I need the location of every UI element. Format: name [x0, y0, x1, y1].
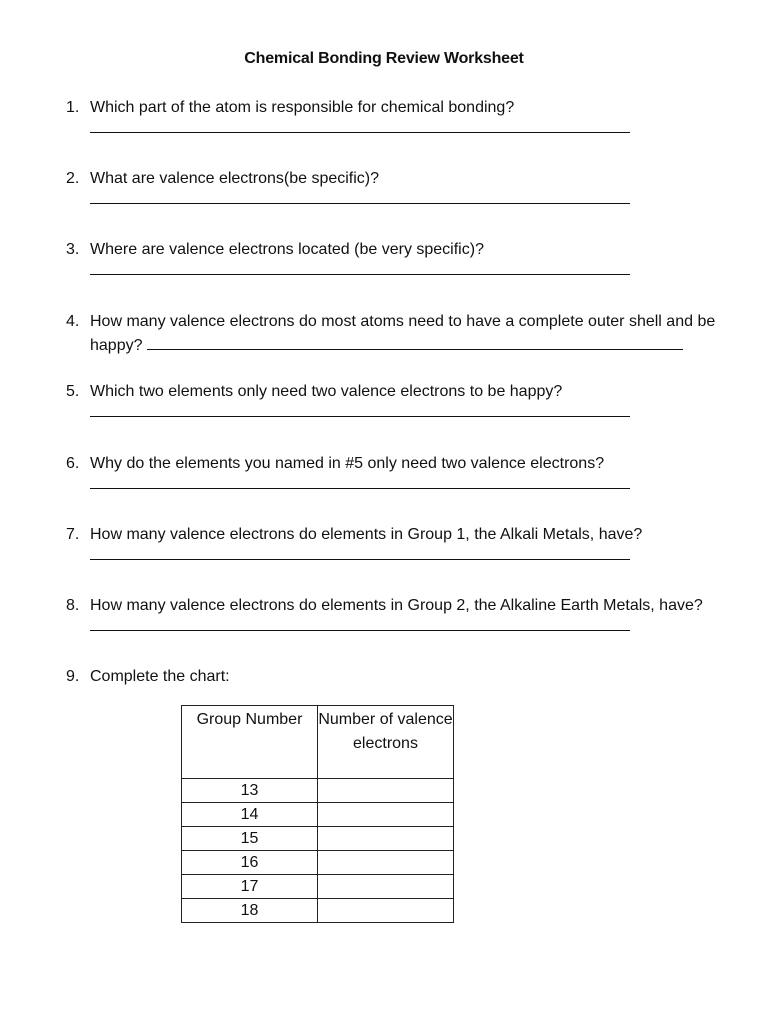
question-text-body: How many valence electrons do most atoms need to have a complete outer shell and be happy? [90, 313, 716, 354]
question-text: Why do the elements you named in #5 only need two valence electrons? [90, 455, 605, 472]
table-row [182, 803, 454, 827]
answer-line[interactable] [90, 488, 630, 489]
valence-electrons-chart [181, 705, 454, 923]
question-number: 4. [66, 313, 80, 330]
header-valence-electrons: Number of valence electrons [318, 706, 454, 779]
question-5 [66, 380, 736, 417]
question-text: Where are valence electrons located (be very specific)? [90, 241, 484, 258]
answer-cell[interactable] [318, 779, 454, 803]
question-text: Complete the chart: [90, 668, 230, 685]
table-row [182, 899, 454, 923]
question-text: Which part of the atom is responsible for chemical bonding? [90, 99, 515, 116]
answer-line[interactable] [90, 274, 630, 275]
answer-line[interactable] [90, 203, 630, 204]
answer-cell[interactable] [318, 899, 454, 923]
question-text: Which two elements only need two valence electrons to be happy? [90, 383, 563, 400]
group-cell: 14 [182, 803, 318, 827]
answer-line[interactable] [90, 132, 630, 133]
answer-line[interactable] [90, 559, 630, 560]
question-8 [66, 594, 736, 631]
question-number: 1. [66, 99, 80, 116]
answer-line[interactable] [90, 416, 630, 417]
question-text: How many valence electrons do elements in Group 1, the Alkali Metals, have? [90, 526, 643, 543]
table-header-row [182, 706, 454, 779]
question-number: 5. [66, 383, 80, 400]
question-text: What are valence electrons(be specific)? [90, 170, 380, 187]
question-3 [66, 238, 736, 275]
group-cell: 13 [182, 779, 318, 803]
header-group-number: Group Number [182, 706, 318, 779]
answer-cell[interactable] [318, 803, 454, 827]
answer-cell[interactable] [318, 827, 454, 851]
answer-cell[interactable] [318, 875, 454, 899]
table-row [182, 875, 454, 899]
question-4 [66, 310, 736, 358]
question-number: 8. [66, 597, 80, 614]
question-9 [66, 665, 736, 689]
table-row [182, 851, 454, 875]
answer-line[interactable] [90, 630, 630, 631]
table-row [182, 779, 454, 803]
question-6 [66, 452, 736, 489]
group-cell: 17 [182, 875, 318, 899]
question-text: How many valence electrons do elements in Group 2, the Alkaline Earth Metals, have? [90, 597, 703, 614]
question-7 [66, 523, 736, 560]
question-number: 2. [66, 170, 80, 187]
answer-line[interactable] [147, 349, 683, 350]
page-title: Chemical Bonding Review Worksheet [244, 50, 524, 67]
table-row [182, 827, 454, 851]
group-cell: 15 [182, 827, 318, 851]
question-2 [66, 167, 736, 204]
question-number: 3. [66, 241, 80, 258]
question-number: 6. [66, 455, 80, 472]
answer-cell[interactable] [318, 851, 454, 875]
question-number: 7. [66, 526, 80, 543]
group-cell: 16 [182, 851, 318, 875]
question-text [90, 310, 736, 358]
question-1 [66, 96, 736, 133]
question-number: 9. [66, 668, 80, 685]
group-cell: 18 [182, 899, 318, 923]
